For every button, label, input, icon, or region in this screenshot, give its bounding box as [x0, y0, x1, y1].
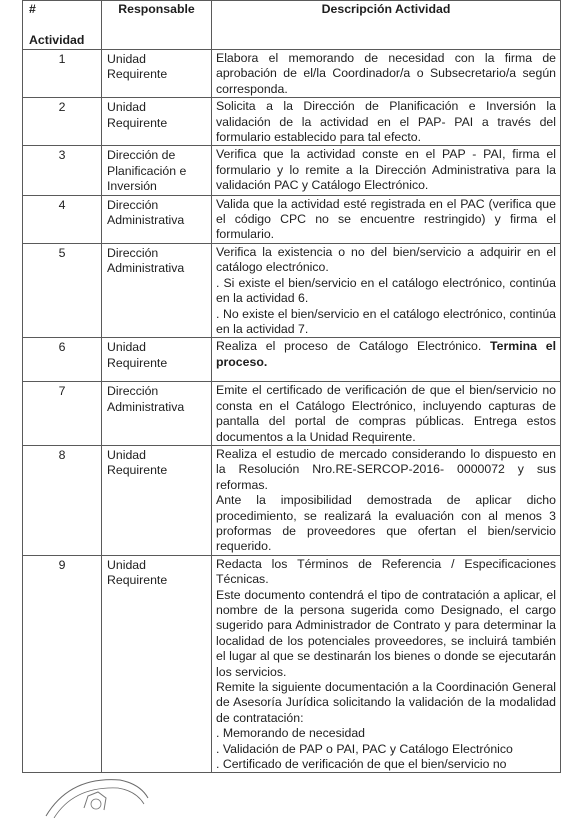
table-row	[23, 195, 561, 243]
header-activity-number	[23, 1, 102, 50]
table-row	[23, 338, 561, 382]
activity-number-cell: 8	[23, 445, 102, 555]
description-cell	[212, 243, 561, 337]
activities-table	[22, 0, 561, 773]
table-row	[23, 243, 561, 337]
activity-number-cell: 9	[23, 555, 102, 773]
responsible-cell: Unidad Requirente	[102, 445, 212, 555]
activity-number-cell: 1	[23, 50, 102, 98]
description-cell	[212, 445, 561, 555]
responsible-cell: Dirección Administrativa	[102, 382, 212, 446]
table-row	[23, 146, 561, 195]
description-paragraph: Realiza el estudio de mercado considerando lo dispuesto en la Resolución Nro.RE-SERCOP-2016- 0000072 y sus reformas.	[216, 446, 556, 492]
description-bold-text: Termina el proceso.	[216, 339, 556, 369]
responsible-cell: Unidad Requirente	[102, 555, 212, 773]
activity-number-cell: 6	[23, 338, 102, 382]
description-paragraph: Ante la imposibilidad demostrada de aplicar dicho procedimiento, se realizará la evaluación con al menos 3 proformas de proveedores que ofertan el bien/servicio requerido.	[216, 493, 556, 554]
description-paragraph: Solicita a la Dirección de Planificación e Inversión la validación de la actividad en el PAP- PAI a través del formulario establecido para tal efecto.	[216, 99, 556, 145]
description-paragraph: . Validación de PAP o PAI, PAC y Catálogo Electrónico	[216, 741, 513, 756]
table-row	[23, 98, 561, 146]
table-row	[23, 445, 561, 555]
responsible-cell: Unidad Requirente	[102, 50, 212, 98]
official-seal-stamp	[40, 758, 150, 818]
description-paragraph: Remite la siguiente documentación a la Coordinación General de Asesoría Jurídica solicitando la validación de la modalidad de contratación:	[216, 680, 556, 725]
activity-number-cell: 7	[23, 382, 102, 446]
table-header-row	[23, 1, 561, 50]
activity-number-cell: 5	[23, 243, 102, 337]
responsible-cell: Dirección Administrativa	[102, 195, 212, 243]
description-cell	[212, 338, 561, 382]
header-responsible: Responsable	[102, 1, 212, 50]
description-cell	[212, 98, 561, 146]
responsible-cell: Dirección Administrativa	[102, 243, 212, 337]
responsible-cell: Unidad Requirente	[102, 98, 212, 146]
description-paragraph: . Si existe el bien/servicio en el catálogo electrónico, continúa en la actividad 6.	[216, 275, 556, 306]
description-paragraph: Valida que la actividad esté registrada en el PAC (verifica que el código CPC no se encuentre restringido) y firma el formulario.	[216, 196, 556, 242]
description-paragraph: . No existe el bien/servicio en el catálogo electrónico, continúa en la actividad 7.	[216, 306, 556, 336]
description-cell	[212, 382, 561, 446]
activity-number-cell: 3	[23, 146, 102, 195]
table-row	[23, 382, 561, 446]
description-paragraph: . Certificado de verificación de que el bien/servicio no	[216, 757, 507, 772]
header-hash-symbol: #	[29, 2, 36, 16]
description-paragraph: Este documento contendrá el tipo de contratación a aplicar, el nombre de la persona sugerida como Designado, el cargo sugerido para Administrador de Contrato y para determinar la localidad de los potenciales proveedores, se incluirá también el lugar al que se destinarán los bienes o donde se ejecutarán los servicios.	[216, 587, 556, 679]
activity-number-cell: 2	[23, 98, 102, 146]
description-paragraph: . Memorando de necesidad	[216, 726, 366, 741]
description-cell	[212, 146, 561, 195]
description-cell	[212, 50, 561, 98]
description-cell	[212, 195, 561, 243]
header-description: Descripción Actividad	[212, 1, 561, 50]
description-paragraph: Redacta los Términos de Referencia / Especificaciones Técnicas.	[216, 556, 556, 587]
description-paragraph: Elabora el memorando de necesidad con la firma de aprobación de el/la Coordinador/a o Subsecretario/a según corresponda.	[216, 51, 556, 96]
responsible-cell: Unidad Requirente	[102, 338, 212, 382]
responsible-cell: Dirección de Planificación e Inversión	[102, 146, 212, 195]
description-paragraph: Emite el certificado de verificación de que el bien/servicio no consta en el Catálogo Electrónico, incluyendo capturas de pantalla del portal de compras públicas. Entrega estos documentos a la Unidad Requirente.	[216, 383, 556, 444]
activity-number-cell: 4	[23, 195, 102, 243]
description-paragraph: Verifica que la actividad conste en el PAP - PAI, firma el formulario y lo remite a la Dirección Administrativa para la validación PAC y Catálogo Electrónico.	[216, 147, 556, 193]
description-paragraph: Verifica la existencia o no del bien/servicio a adquirir en el catálogo electrónico.	[216, 244, 556, 275]
header-activity-label: Actividad	[29, 33, 85, 48]
table-row	[23, 50, 561, 98]
table-row	[23, 555, 561, 773]
description-text: Realiza el proceso de Catálogo Electrónico.	[216, 339, 491, 354]
description-cell	[212, 555, 561, 773]
